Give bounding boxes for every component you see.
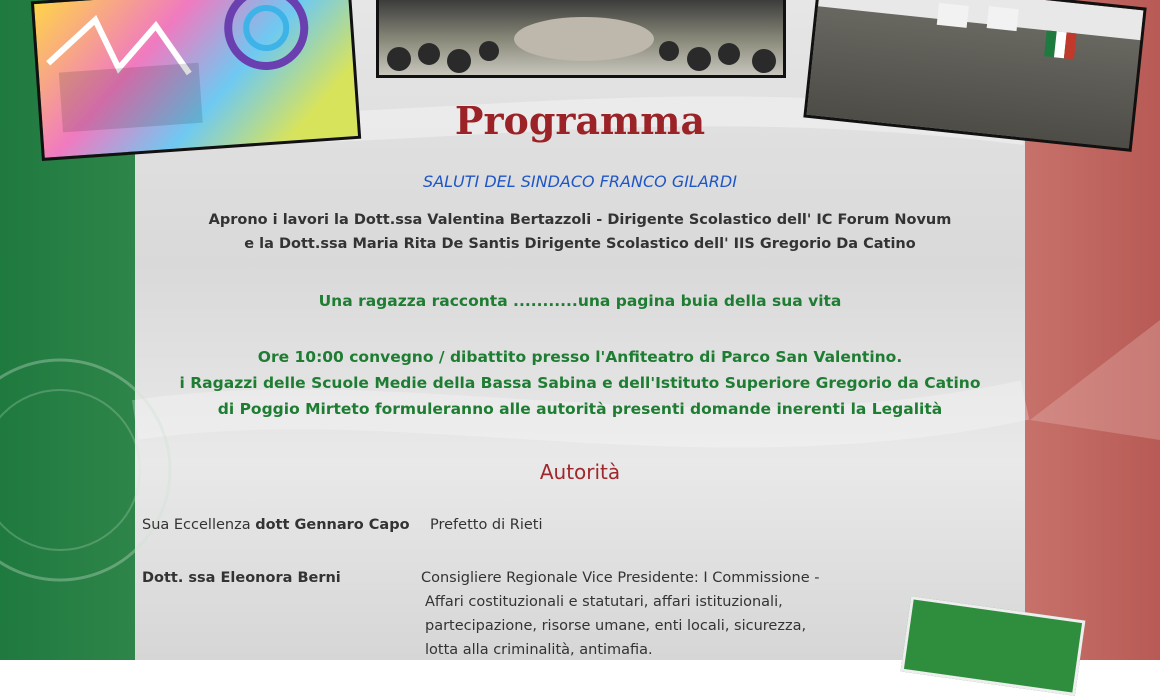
opening-line-1: Aprono i lavori la Dott.ssa Valentina Bertazzoli - Dirigente Scolastico dell' IC Forum Novum	[208, 212, 952, 228]
authority-2-role-line-2: Affari costituzionali e statutari, affari istituzionali,	[425, 594, 783, 610]
audience-icon	[379, 0, 786, 78]
opening-line-2: e la Dott.ssa Maria Rita De Santis Dirigente Scolastico dell' IIS Gregorio Da Catino	[244, 236, 916, 252]
mayor-greeting: SALUTI DEL SINDACO FRANCO GILARDI	[423, 172, 737, 191]
students-audience-image	[376, 0, 786, 78]
authority-1-role: Prefetto di Rieti	[430, 517, 543, 533]
authority-1-label	[142, 517, 410, 533]
authority-2-label	[142, 570, 341, 586]
authority-1-name: dott Gennaro Capo	[255, 517, 410, 533]
convegno-line-2: i Ragazzi delle Scuole Medie della Bassa Sabina e dell'Istituto Superiore Gregorio da Catino	[179, 374, 981, 392]
program-title: Programma	[454, 98, 706, 143]
convegno-line-3: di Poggio Mirteto formuleranno alle autorità presenti domande inerenti la Legalità	[217, 400, 943, 418]
convegno-line-1: Ore 10:00 convegno / dibattito presso l'Anfiteatro di Parco San Valentino.	[257, 348, 903, 366]
authority-1-prefix: Sua Eccellenza	[142, 517, 256, 533]
story-line: Una ragazza racconta ...........una pagina buia della sua vita	[318, 292, 842, 310]
authority-2-role-line-3: partecipazione, risorse umane, enti locali, sicurezza,	[425, 618, 807, 634]
authority-2-name: Dott. ssa Eleonora Berni	[142, 570, 341, 586]
autorita-title: Autorità	[539, 460, 621, 484]
authority-2-role-line-4: lotta alla criminalità, antimafia.	[425, 642, 653, 658]
authority-2-role-line-1: Consigliere Regionale Vice Presidente: I Commissione -	[421, 570, 820, 586]
